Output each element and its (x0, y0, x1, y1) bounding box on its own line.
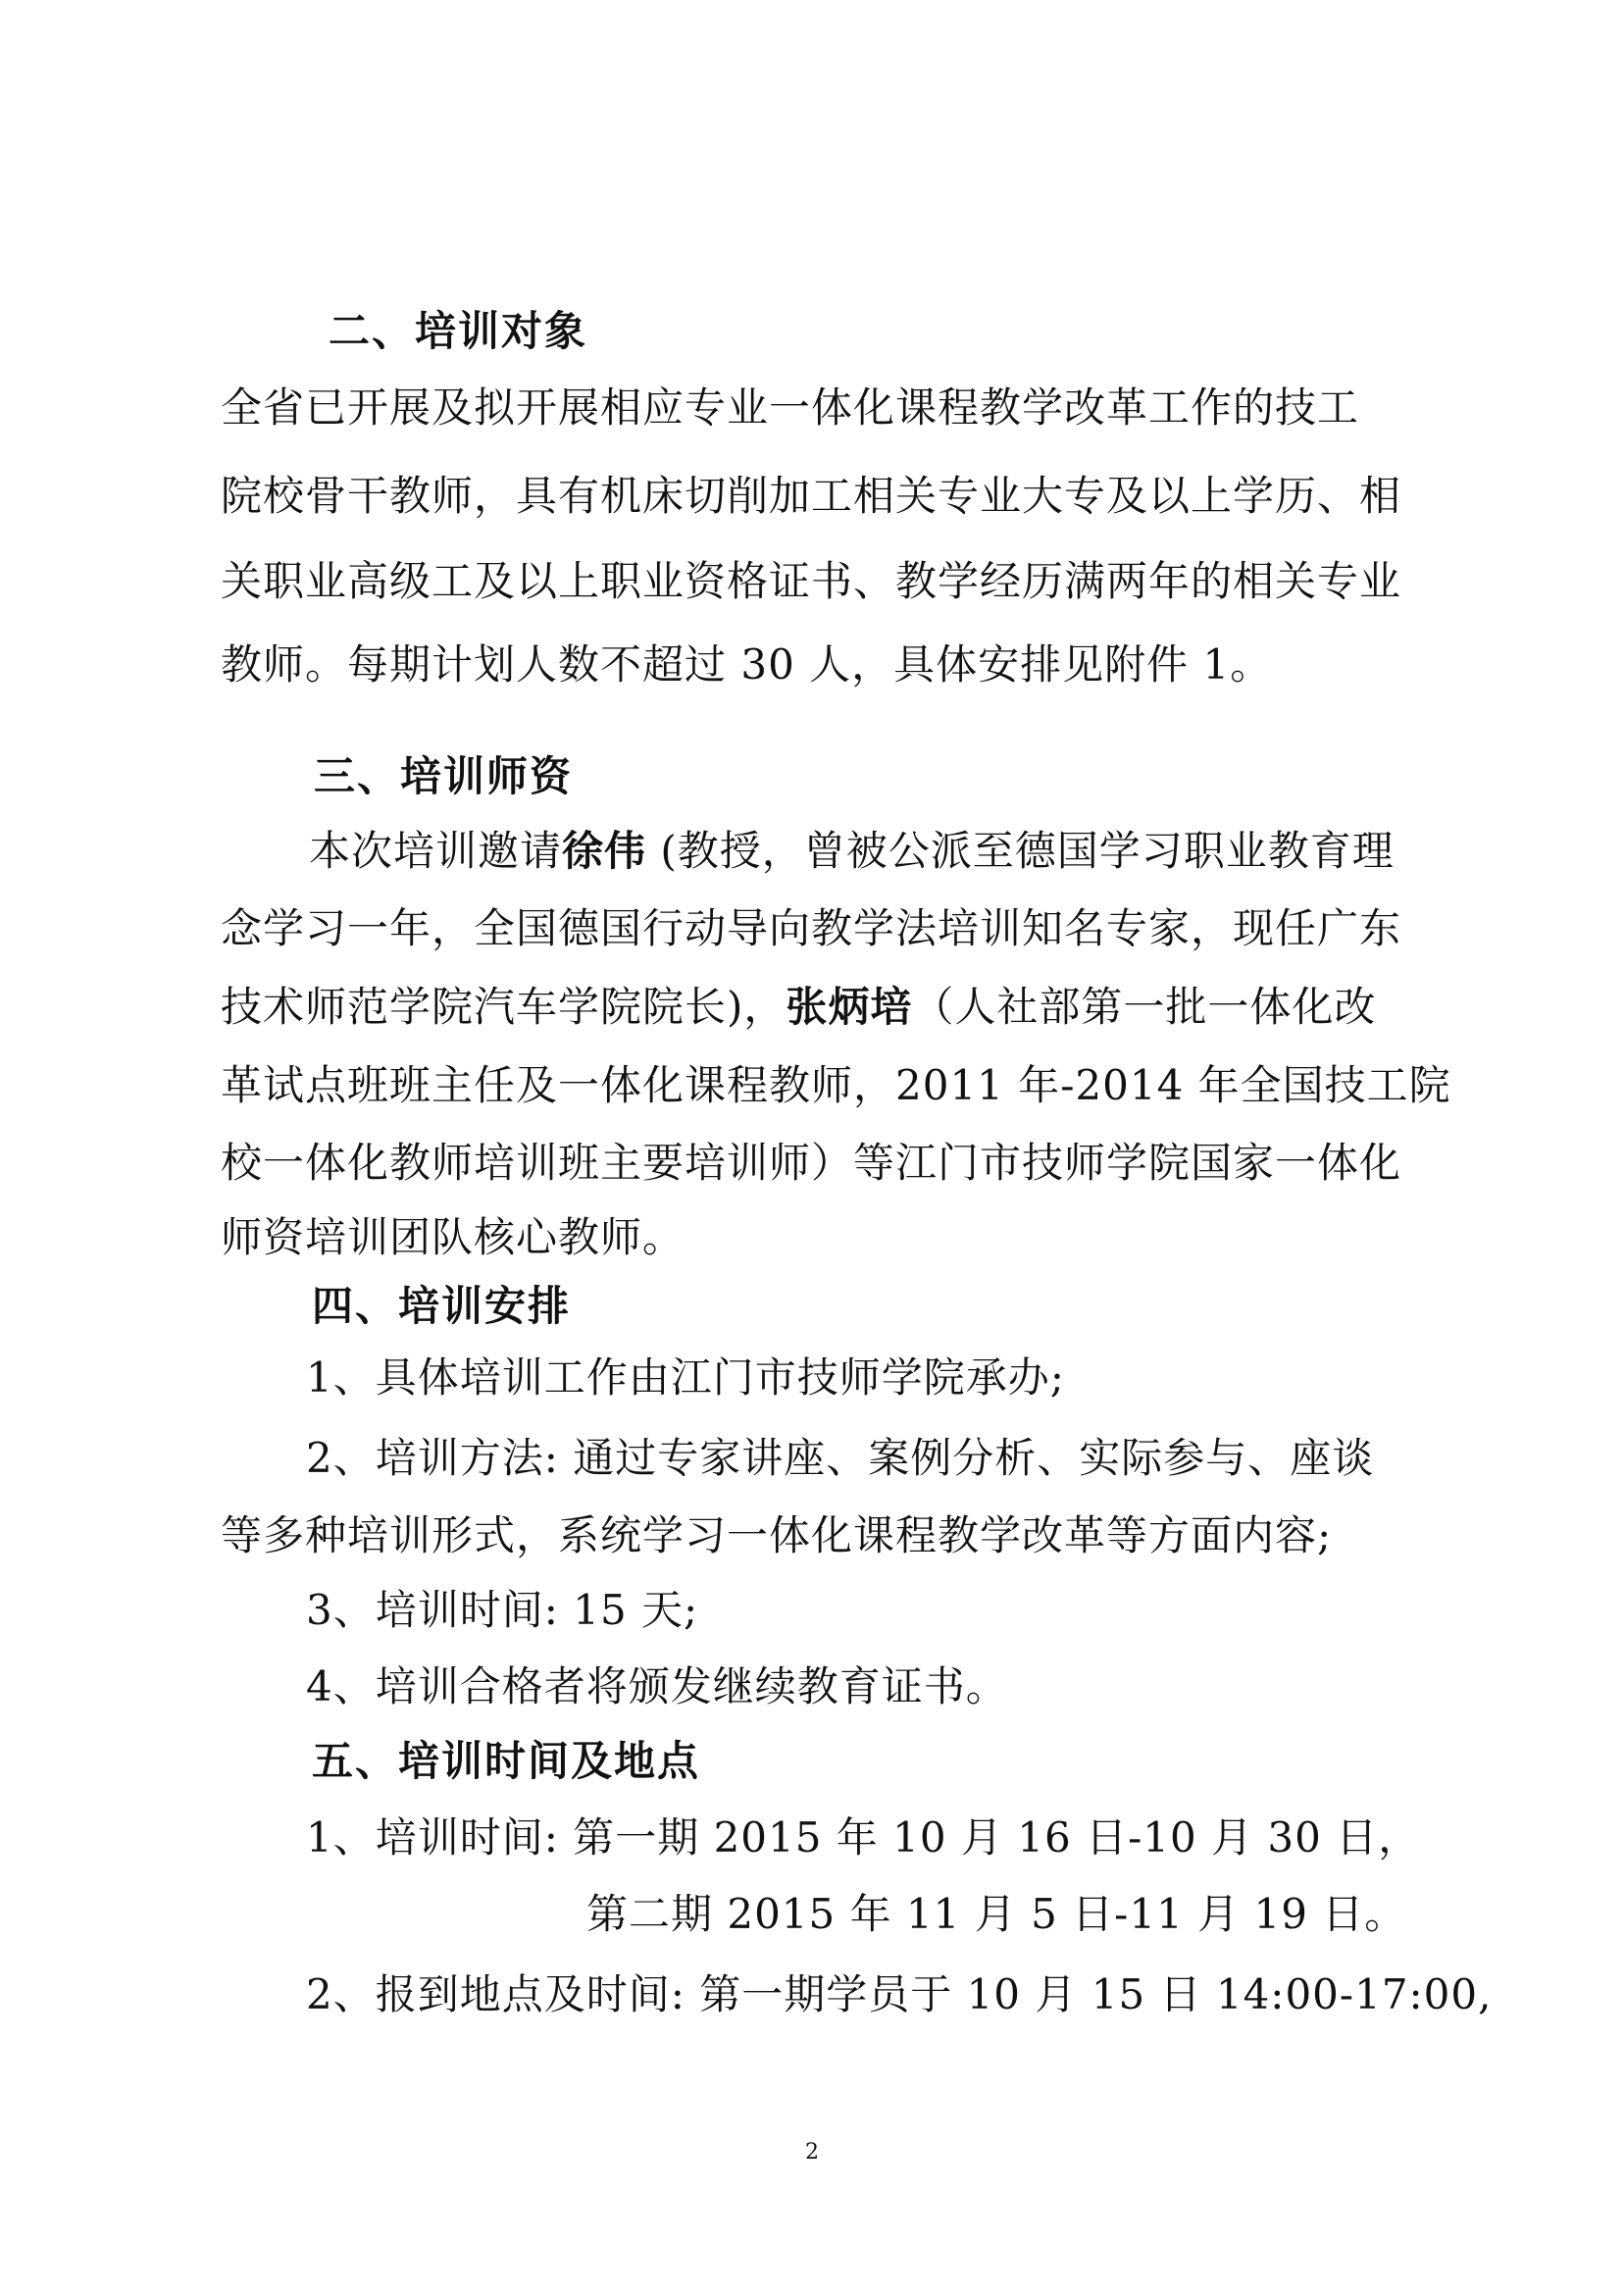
list-item-continuation: 第二期 2015 年 11 月 5 日-11 月 19 日。 (586, 1890, 1407, 1938)
list-item: 1、具体培训工作由江门市技师学院承办; (306, 1353, 1065, 1402)
paragraph-line (221, 978, 1376, 1037)
list-item: 4、培训合格者将颁发继续教育证书。 (306, 1662, 1008, 1710)
text-segment: 技术师范学院汽车学院院长)， (221, 983, 787, 1031)
list-item: 3、培训时间: 15 天; (306, 1586, 699, 1634)
paragraph-line: 师资培训团队核心教师。 (221, 1213, 685, 1261)
paragraph-line: 关职业高级工及以上职业资格证书、教学经历满两年的相关专业 (221, 557, 1402, 605)
paragraph-line: 革试点班班主任及一体化课程教师，2011 年-2014 年全国技工院 (221, 1061, 1451, 1109)
list-item: 2、报到地点及时间: 第一期学员于 10 月 15 日 14:00-17:00, (306, 1970, 1493, 2018)
paragraph-line: 校一体化教师培训班主要培训师）等江门市技师学院国家一体化 (221, 1139, 1402, 1187)
section-heading-training-targets: 二、培训对象 (329, 307, 588, 355)
paragraph-line: 念学习一年，全国德国行动导向教学法培训知名专家，现任广东 (221, 904, 1402, 952)
text-segment: （人社部第一批一体化改 (912, 983, 1377, 1031)
paragraph-line: 院校骨干教师，具有机床切削加工相关专业大专及以上学历、相 (221, 472, 1402, 520)
text-segment: 本次培训邀请 (309, 827, 563, 875)
list-item: 1、培训时间: 第一期 2015 年 10 月 16 日-10 月 30 日， (306, 1813, 1421, 1861)
text-segment: (教授，曾被公派至德国学习职业教育理 (646, 827, 1395, 875)
section-heading-time-and-location: 五、培训时间及地点 (312, 1737, 701, 1785)
paragraph-line: 全省已开展及拟开展相应专业一体化课程教学改革工作的技工 (221, 383, 1360, 432)
instructor-name: 张炳培 (786, 983, 913, 1031)
paragraph-line (309, 822, 1395, 881)
instructor-name: 徐伟 (562, 827, 647, 875)
list-item-continuation: 等多种培训形式，系统学习一体化课程教学改革等方面内容; (221, 1511, 1333, 1559)
paragraph-line: 教师。每期计划人数不超过 30 人，具体安排见附件 1。 (221, 640, 1273, 688)
list-item: 2、培训方法: 通过专家讲座、案例分析、实际参与、座谈 (306, 1434, 1375, 1482)
section-heading-training-arrangement: 四、培训安排 (312, 1282, 572, 1330)
page-number: 2 (805, 2140, 819, 2165)
section-heading-training-faculty: 三、培训师资 (314, 752, 574, 800)
